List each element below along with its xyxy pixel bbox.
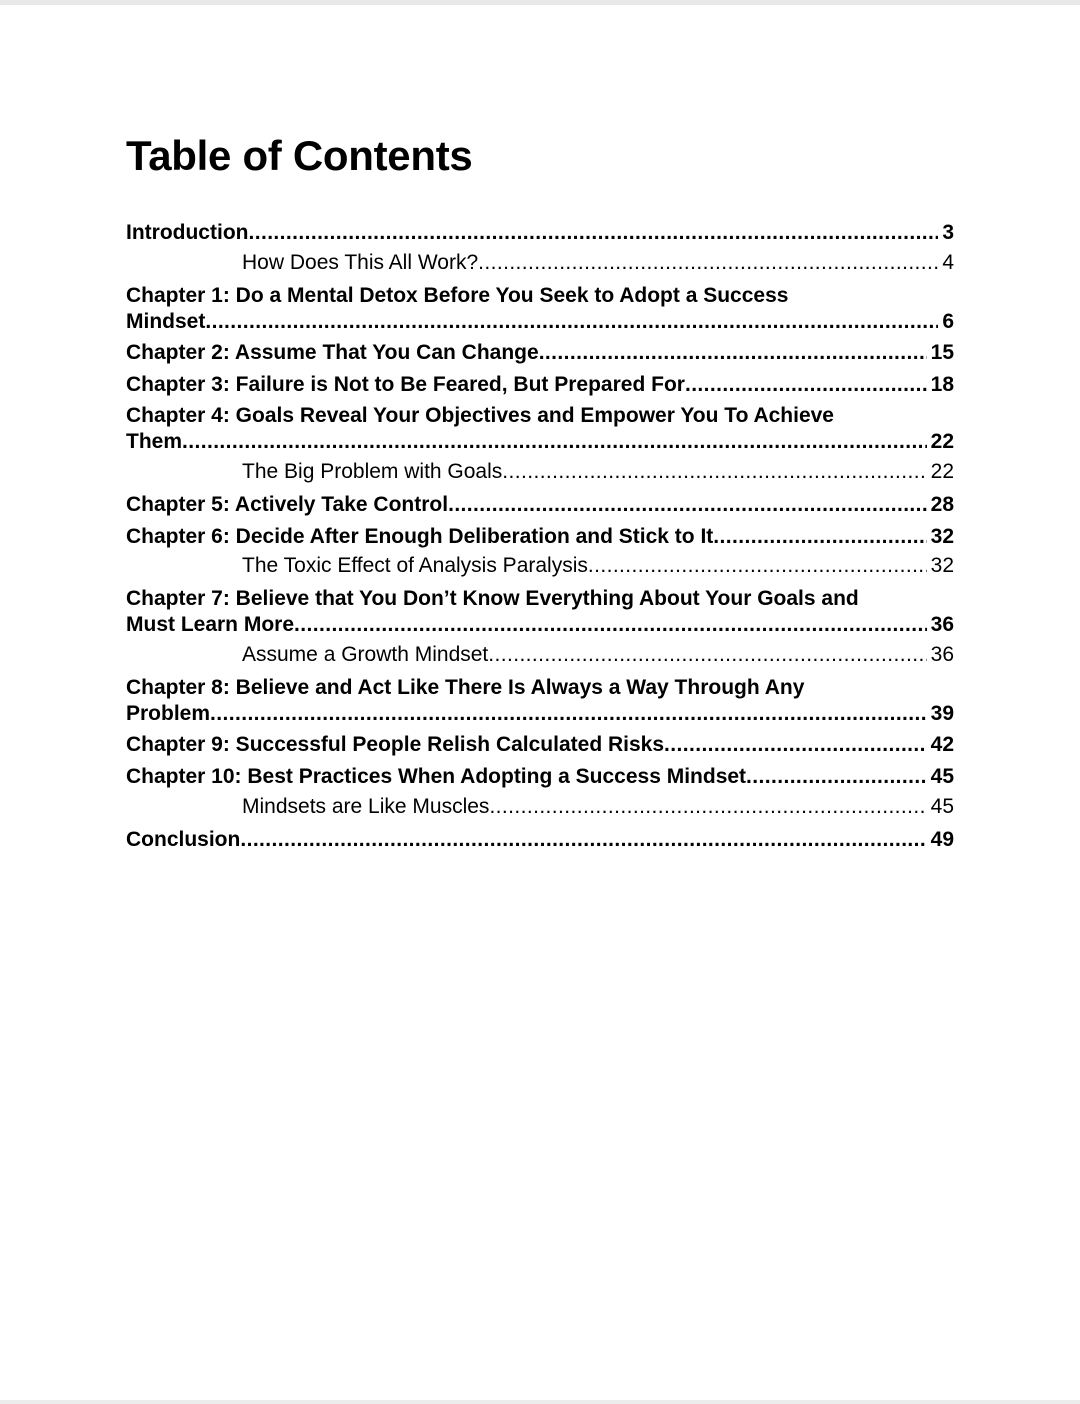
top-border — [0, 0, 1080, 5]
toc-subentry-mindsets-like-muscles[interactable] — [126, 794, 954, 825]
toc-page-number: 49 — [930, 827, 954, 851]
dot-leader — [294, 612, 927, 638]
toc-entry-chapter-3[interactable] — [126, 370, 954, 402]
toc-entry-label: Chapter 5: Actively Take Control — [126, 492, 449, 516]
toc-page-number: 15 — [930, 341, 954, 365]
toc-entry-label: The Toxic Effect of Analysis Paralysis — [242, 554, 588, 578]
toc-page-number: 6 — [942, 309, 954, 333]
dot-leader — [502, 459, 926, 485]
toc-entry-label: Conclusion — [126, 827, 241, 851]
toc-entry-label: Mindset — [126, 309, 206, 333]
toc-page-number: 32 — [930, 524, 954, 548]
toc-subentry-growth-mindset[interactable] — [126, 642, 954, 673]
dot-leader — [588, 553, 927, 579]
toc-page-number: 45 — [930, 764, 954, 788]
dot-leader — [448, 492, 927, 518]
toc-entry-label: Chapter 3: Failure is Not to Be Feared, But Prepared For — [126, 372, 685, 396]
dot-leader — [713, 524, 926, 550]
toc-entry-label: Mindsets are Like Muscles — [242, 794, 490, 818]
toc-page-number: 4 — [942, 250, 954, 274]
toc-entry-label: Chapter 6: Decide After Enough Deliberation and Stick to It — [126, 524, 714, 548]
toc-entry-label: Them — [126, 430, 183, 454]
toc-page-number: 42 — [930, 733, 954, 757]
toc-entry-chapter-5[interactable] — [126, 490, 954, 522]
toc-subentry-analysis-paralysis[interactable] — [126, 553, 954, 584]
toc-entry-chapter-1[interactable] — [126, 281, 954, 339]
toc-page-number: 22 — [930, 459, 954, 483]
toc-entry-label-line-1: Chapter 1: Do a Mental Detox Before You Seek to Adopt a Success — [126, 283, 789, 307]
toc-entry-label: How Does This All Work? — [242, 250, 479, 274]
toc-entry-label: Problem — [126, 701, 211, 725]
toc-page-number: 32 — [930, 554, 954, 578]
toc-page-number: 18 — [930, 372, 954, 396]
dot-leader — [478, 250, 938, 276]
toc-entry-label-line-1: Chapter 4: Goals Reveal Your Objectives and Empower You To Achieve — [126, 404, 834, 428]
toc-page-number: 3 — [942, 221, 954, 244]
toc-entry-chapter-6[interactable] — [126, 522, 954, 554]
dot-leader — [664, 732, 927, 758]
toc-entry-label: Chapter 9: Successful People Relish Calculated Risks — [126, 733, 665, 757]
toc-entry-chapter-7[interactable] — [126, 584, 954, 642]
toc-entry-label: Must Learn More — [126, 613, 295, 637]
bottom-border — [0, 1400, 1080, 1404]
dot-leader — [488, 642, 926, 668]
toc-entry-label: Chapter 10: Best Practices When Adopting a Success Mindset — [126, 764, 747, 788]
toc-entry-label-line-1: Chapter 8: Believe and Act Like There Is Always a Way Through Any — [126, 675, 805, 699]
dot-leader — [248, 220, 938, 246]
toc-page-number: 45 — [930, 794, 954, 818]
toc-list — [126, 218, 954, 856]
dot-leader — [240, 827, 926, 853]
dot-leader — [182, 429, 927, 455]
toc-entry-conclusion[interactable] — [126, 825, 954, 857]
dot-leader — [539, 340, 927, 366]
toc-page-number: 36 — [930, 613, 954, 637]
toc-entry-label-line-1: Chapter 7: Believe that You Don’t Know Everything About Your Goals and — [126, 587, 859, 611]
toc-entry-chapter-10[interactable] — [126, 762, 954, 794]
toc-page-number: 39 — [930, 701, 954, 725]
toc-subentry-how-does-this-all-work[interactable] — [126, 250, 954, 281]
toc-entry-label: Assume a Growth Mindset — [242, 642, 489, 666]
toc-page-number: 28 — [930, 492, 954, 516]
toc-entry-label: Chapter 2: Assume That You Can Change — [126, 341, 539, 365]
dot-leader — [489, 794, 926, 820]
dot-leader — [205, 309, 938, 335]
toc-page-number: 22 — [930, 430, 954, 454]
toc-page-number: 36 — [930, 642, 954, 666]
dot-leader — [210, 701, 927, 727]
toc-subentry-big-problem-with-goals[interactable] — [126, 459, 954, 490]
page-title: Table of Contents — [126, 132, 473, 179]
toc-entry-chapter-2[interactable] — [126, 338, 954, 370]
dot-leader — [685, 372, 927, 398]
toc-entry-chapter-8[interactable] — [126, 673, 954, 731]
dot-leader — [746, 764, 927, 790]
toc-entry-chapter-9[interactable] — [126, 730, 954, 762]
toc-entry-chapter-4[interactable] — [126, 401, 954, 459]
toc-entry-label: Introduction — [126, 221, 249, 244]
toc-entry-label: The Big Problem with Goals — [242, 459, 503, 483]
toc-entry-introduction[interactable] — [126, 218, 954, 250]
